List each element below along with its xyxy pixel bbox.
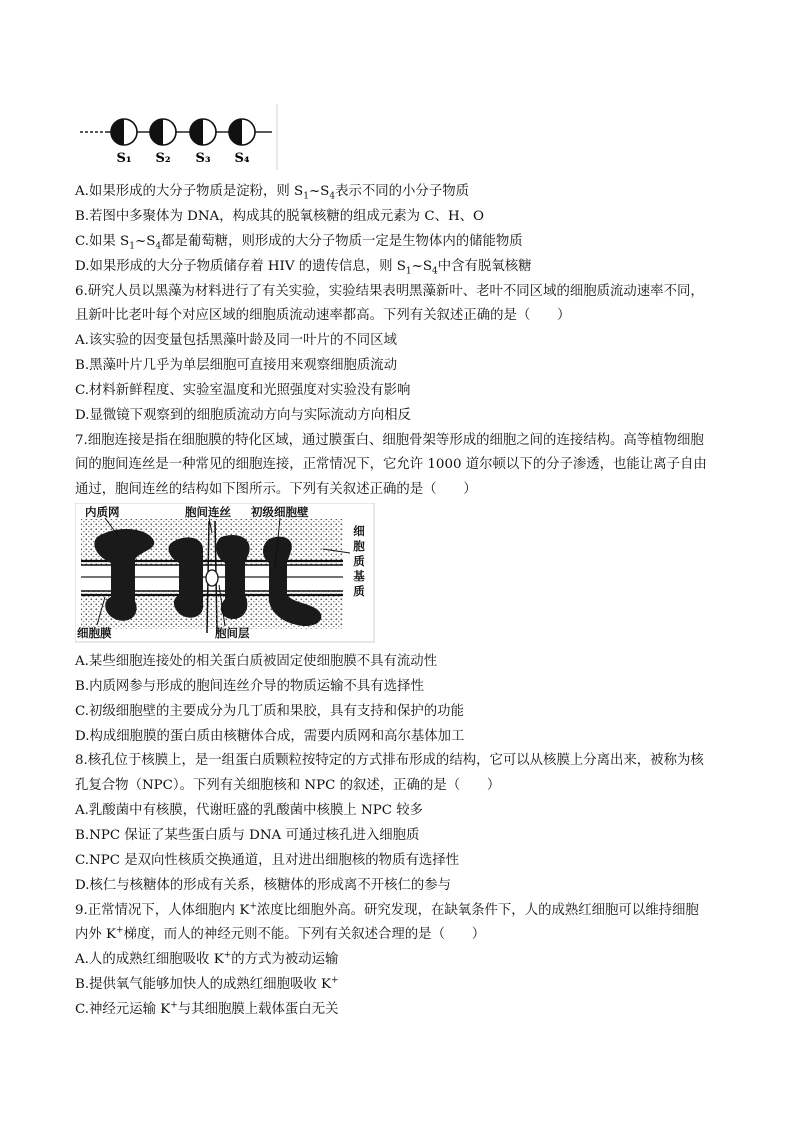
plasmodesma-figure <box>75 503 375 643</box>
monomer-chain-figure <box>72 104 282 172</box>
q7-option-c: C.初级细胞壁的主要成分为几丁质和果胶，具有支持和保护的功能 <box>75 704 464 719</box>
q8-option-d: D.核仁与核糖体的形成有关系，核糖体的形成离不开核仁的参与 <box>75 878 452 893</box>
label-middle-lamella: 胞间层 <box>215 626 250 640</box>
svg-text:质: 质 <box>353 584 365 598</box>
monomer-s3 <box>190 119 216 145</box>
label-s4: S₄ <box>234 151 250 166</box>
q5-option-c: C.如果 $S_1\sim S_4$都是葡萄糖，则形成的大分子物质一定是生物体内的储能物质 <box>75 234 523 252</box>
svg-text:细: 细 <box>353 524 365 538</box>
q5-option-d: D.如果形成的大分子物质储存着 HIV 的遗传信息，则 $S_1\sim S_4$中含有脱氧核糖 <box>75 259 532 277</box>
label-s3: S₃ <box>195 151 211 166</box>
q6-option-b: B.黑藻叶片几乎为单层细胞可直接用来观察细胞质流动 <box>75 358 398 373</box>
monomer-s4 <box>229 119 255 145</box>
q8-option-b: B.NPC 保证了某些蛋白质与 DNA 可通过核孔进入细胞质 <box>75 828 420 843</box>
monomer-s1 <box>111 119 137 145</box>
q6-option-a: A.该实验的因变量包括黑藻叶龄及同一叶片的不同区域 <box>75 333 397 348</box>
q6-stem-line1: 6.研究人员以黑藻为材料进行了有关实验，实验结果表明黑藻新叶、老叶不同区域的细胞质流动速率不同， <box>75 284 704 299</box>
q6-stem-line2: 且新叶比老叶每个对应区域的细胞质流动速率都高。下列有关叙述正确的是（ ） <box>75 308 571 323</box>
q9-option-a: A.人的成熟红细胞吸收 K+的方式为被动运输 <box>75 950 339 967</box>
q7-stem-line1: 7.细胞连接是指在细胞膜的特化区域，通过膜蛋白、细胞骨架等形成的细胞之间的连接结构。高等植物细胞 <box>75 433 704 448</box>
svg-text:基: 基 <box>353 569 365 583</box>
q9-option-b: B.提供氧气能够加快人的成熟红细胞吸收 K+ <box>75 975 339 992</box>
svg-text:质: 质 <box>353 554 365 568</box>
svg-text:胞: 胞 <box>353 539 365 553</box>
label-s2: S₂ <box>155 151 171 166</box>
label-primary-wall: 初级细胞壁 <box>251 505 309 519</box>
label-plasmodesma: 胞间连丝 <box>185 505 231 519</box>
q7-option-b: B.内质网参与形成的胞间连丝介导的物质运输不具有选择性 <box>75 679 424 694</box>
q9-stem-line1: 9.正常情况下，人体细胞内 K+浓度比细胞外高。研究发现，在缺氧条件下，人的成熟红细胞可以维持细胞 <box>75 901 699 918</box>
q9-option-c: C.神经元运输 K+与其细胞膜上载体蛋白无关 <box>75 1000 339 1017</box>
q7-stem-line2: 间的胞间连丝是一种常见的细胞连接，正常情况下，它允许 1000 道尔顿以下的分子渗透，也能让离子自由 <box>75 457 707 472</box>
label-cytoplasmic-matrix <box>353 524 365 598</box>
q8-stem-line1: 8.核孔位于核膜上，是一组蛋白质颗粒按特定的方式排布形成的结构，它可以从核膜上分离出来，被称为核 <box>75 753 704 768</box>
q8-option-a: A.乳酸菌中有核膜，代谢旺盛的乳酸菌中核膜上 NPC 较多 <box>75 803 424 818</box>
q6-option-d: D.显微镜下观察到的细胞质流动方向与实际流动方向相反 <box>75 408 411 423</box>
label-membrane: 细胞膜 <box>77 626 112 640</box>
q5-option-b: B.若图中多聚体为 DNA，构成其的脱氧核糖的组成元素为 C、H、O <box>75 209 485 224</box>
q7-option-d: D.构成细胞膜的蛋白质由核糖体合成，需要内质网和高尔基体加工 <box>75 729 465 744</box>
q6-option-c: C.材料新鲜程度、实验室温度和光照强度对实验没有影响 <box>75 383 411 398</box>
q8-option-c: C.NPC 是双向性核质交换通道，且对进出细胞核的物质有选择性 <box>75 853 460 868</box>
label-er: 内质网 <box>85 505 120 519</box>
q5-option-a: A.如果形成的大分子物质是淀粉，则 $S_1\sim S_4$表示不同的小分子物质 <box>75 184 469 202</box>
label-s1: S₁ <box>116 151 132 166</box>
q9-stem-line2: 内外 K+梯度，而人的神经元则不能。下列有关叙述合理的是（ ） <box>75 925 486 942</box>
q7-stem-line3: 通过，胞间连丝的结构如下图所示。下列有关叙述正确的是（ ） <box>75 482 477 497</box>
monomer-s2 <box>150 119 176 145</box>
q7-option-a: A.某些细胞连接处的相关蛋白质被固定使细胞膜不具有流动性 <box>75 654 438 669</box>
q8-stem-line2: 孔复合物（NPC）。下列有关细胞核和 NPC 的叙述，正确的是（ ） <box>75 778 501 793</box>
